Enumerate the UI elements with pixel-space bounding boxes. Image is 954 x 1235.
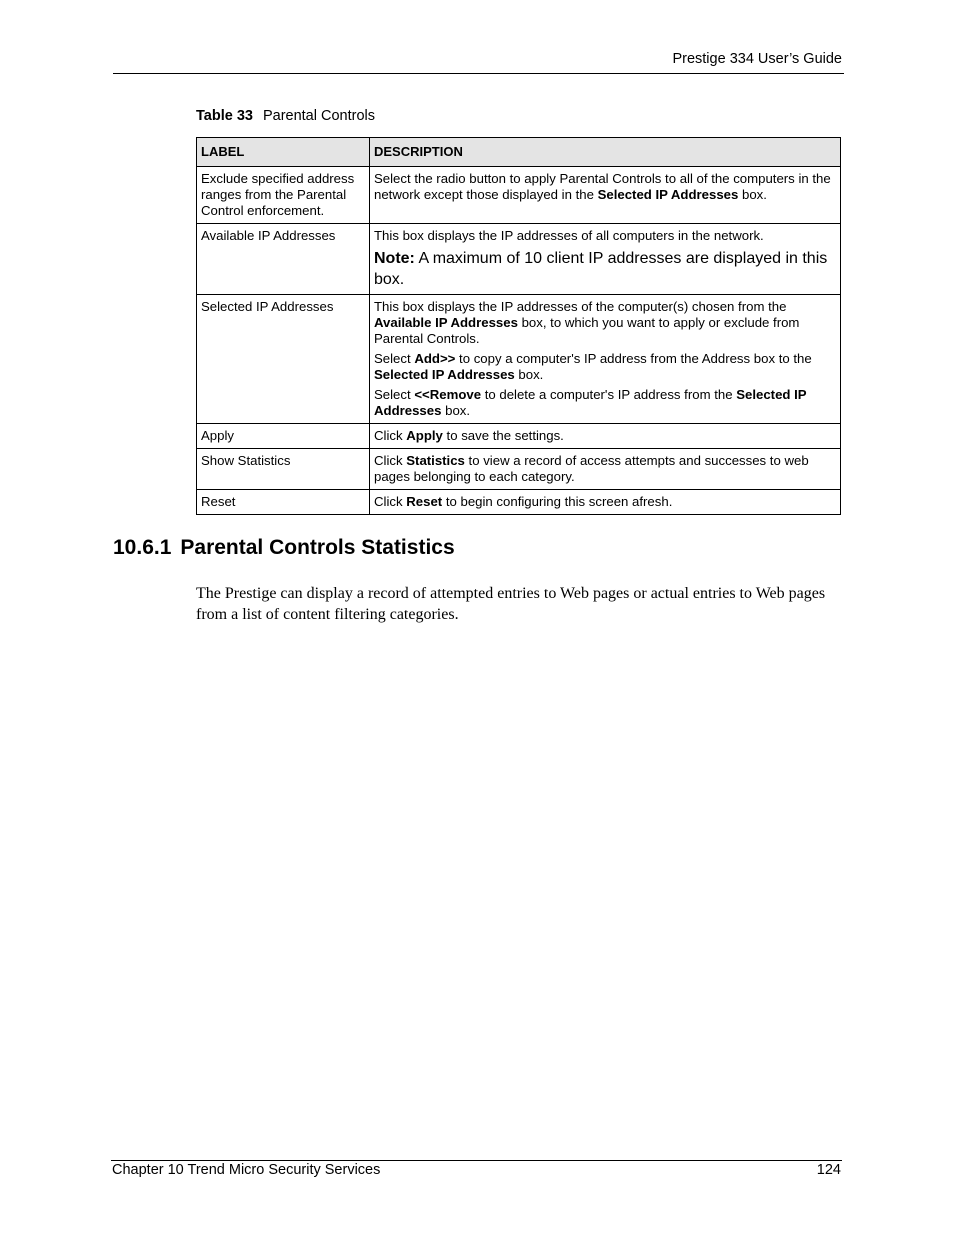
section-title: Parental Controls Statistics [180, 536, 455, 559]
footer-page-number: 124 [816, 1162, 841, 1178]
table-caption-number: Table 33 [196, 108, 253, 124]
footer-chapter: Chapter 10 Trend Micro Security Services [112, 1162, 381, 1178]
table-header-row [197, 138, 841, 167]
table-row [197, 224, 841, 295]
row-description: Click Apply to save the settings. [370, 424, 841, 449]
running-header: Prestige 334 User’s Guide [672, 51, 842, 67]
row-description: Select the radio button to apply Parental Controls to all of the computers in the network except those displayed in the Selected IP Addresses box. [370, 167, 841, 224]
body-paragraph: The Prestige can display a record of attempted entries to Web pages or actual entries to Web pages from a list of content filtering categories. [196, 585, 826, 623]
row-description: This box displays the IP addresses of all computers in the network. Note: A maximum of 10 client IP addresses are displayed in this box. [370, 224, 841, 295]
row-label: Reset [197, 490, 370, 515]
row-description: Click Statistics to view a record of access attempts and successes to web pages belonging to each category. [370, 449, 841, 490]
note: Note: A maximum of 10 client IP addresses are displayed in this box. [374, 250, 828, 288]
footer-rule [111, 1160, 842, 1161]
row-description: This box displays the IP addresses of the computer(s) chosen from the Available IP Addresses box, to which you want to apply or exclude from Parental Controls. Select Add>> to copy a computer's IP address from the Address box to the Selected IP Addresses box. Select <<Remove to delete a computer's IP address from the Selected IP Addresses box. [370, 295, 841, 424]
row-label: Exclude specified address ranges from the Parental Control enforcement. [197, 167, 370, 224]
table-row [197, 490, 841, 515]
column-header-description: DESCRIPTION [370, 138, 841, 167]
table-row [197, 424, 841, 449]
header-rule [113, 73, 844, 74]
row-label: Selected IP Addresses [197, 295, 370, 424]
table-caption [196, 108, 375, 124]
section-heading [113, 536, 455, 560]
table-row [197, 295, 841, 424]
row-label: Show Statistics [197, 449, 370, 490]
section-number: 10.6.1 [113, 536, 172, 559]
row-label: Available IP Addresses [197, 224, 370, 295]
row-label: Apply [197, 424, 370, 449]
parental-controls-table [196, 137, 841, 515]
table-row [197, 449, 841, 490]
table-row [197, 167, 841, 224]
row-description: Click Reset to begin configuring this screen afresh. [370, 490, 841, 515]
table-caption-title: Parental Controls [262, 108, 375, 124]
column-header-label: LABEL [197, 138, 370, 167]
